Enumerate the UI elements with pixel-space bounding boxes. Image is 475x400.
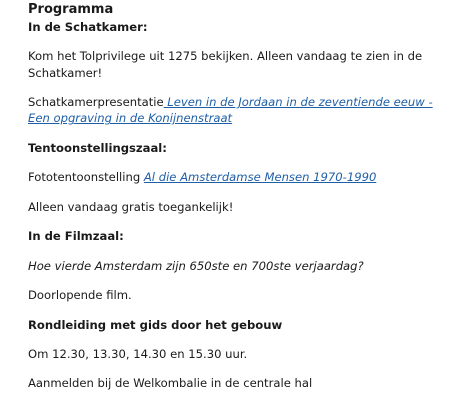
film-title: Hoe vierde Amsterdam zijn 650ste en 700ste verjaardag?: [28, 258, 364, 273]
exhibit-line: [28, 169, 475, 185]
section-heading-filmzaal: In de Filmzaal:: [28, 229, 124, 244]
section-heading-rondleiding: Rondleiding met gids door het gebouw: [28, 317, 283, 332]
presentation-prefix: Schatkamerpresentatie: [28, 94, 164, 109]
page-title: Programma: [28, 2, 114, 17]
section-heading-schatkamer: In de Schatkamer:: [28, 19, 148, 34]
section-heading-tentoonstellingszaal: Tentoonstellingszaal:: [28, 140, 167, 155]
tour-signup: Aanmelden bij de Welkombalie in de centrale hal: [28, 376, 313, 391]
presentation-link[interactable]: Leven in de Jordaan in de zeventiende eeuw - Een opgraving in de Konijnenstraat: [28, 94, 433, 126]
schatkamer-intro: Kom het Tolprivilege uit 1275 bekijken. Alleen vandaag te zien in de Schatkamer!: [28, 49, 423, 80]
exhibit-prefix: Fototentoonstelling: [28, 170, 144, 185]
exhibit-link[interactable]: Al die Amsterdamse Mensen 1970-1990: [143, 170, 377, 185]
tour-times: Om 12.30, 13.30, 14.30 en 15.30 uur.: [28, 347, 248, 362]
schatkamer-presentation: [28, 94, 453, 127]
film-note: Doorlopende film.: [28, 288, 132, 303]
exhibit-note: Alleen vandaag gratis toegankelijk!: [28, 199, 234, 214]
